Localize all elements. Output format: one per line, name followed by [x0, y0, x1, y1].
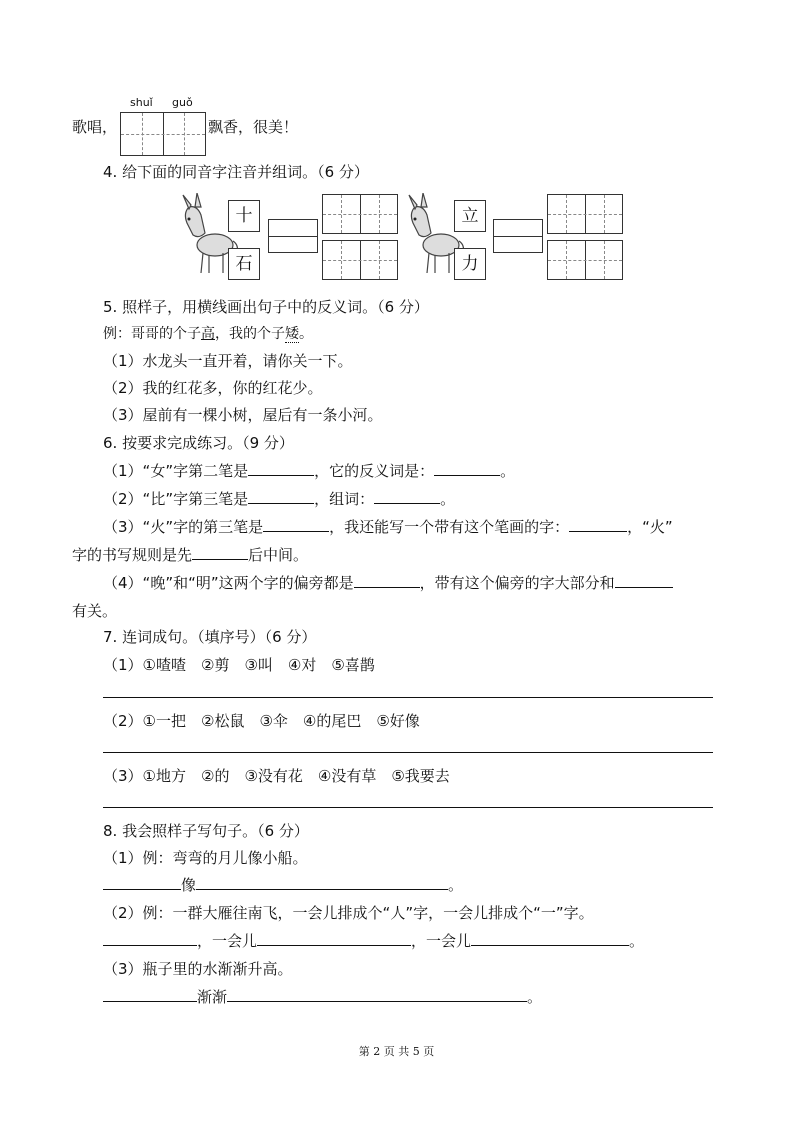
q8-example3: （3）瓶子里的水渐渐升高。	[103, 960, 293, 978]
char-box-li-force: 力	[454, 248, 486, 280]
q6-line6: 有关。	[72, 602, 118, 620]
q8-write2: ，一会儿 ，一会儿 。	[103, 931, 644, 951]
q8-example2: （2）例：一群大雁往南飞，一会儿排成个“人”字，一会儿排成个“一”字。	[103, 904, 594, 922]
answer-blank[interactable]	[248, 489, 314, 504]
antonym-gao: 高	[201, 326, 215, 342]
q6-line4: 字的书写规则是先 后中间。	[72, 546, 309, 564]
answer-blank[interactable]	[227, 987, 527, 1002]
page-number: 第 2 页 共 5 页	[358, 1045, 435, 1058]
answer-blank[interactable]	[103, 931, 197, 946]
q6-title: 6. 按要求完成练习。（9 分）	[103, 434, 294, 452]
q7-title: 7. 连词成句。（填序号）（6 分）	[103, 628, 317, 646]
q5-example	[103, 324, 313, 344]
q8-example1: （1）例：弯弯的月儿像小船。	[103, 849, 308, 867]
answer-blank[interactable]	[471, 931, 629, 946]
q5-title: 5. 照样子，用横线画出句子中的反义词。（6 分）	[103, 298, 429, 316]
q7-item: （1）①喳喳 ②剪 ③叫 ④对 ⑤喜鹊	[103, 656, 375, 674]
char-box-li-stand: 立	[454, 200, 486, 232]
q5-example-mid: ，我的个子	[215, 326, 285, 342]
answer-blank[interactable]	[569, 517, 627, 532]
q5-example-pre: 例：哥哥的个子	[103, 326, 201, 342]
q8-title: 8. 我会照样子写句子。（6 分）	[103, 822, 309, 840]
answer-blank[interactable]	[192, 545, 248, 560]
q5-item: （3）屋前有一棵小树，屋后有一条小河。	[103, 406, 383, 424]
word-grid-1a[interactable]	[322, 194, 398, 234]
answer-line[interactable]	[103, 807, 713, 808]
q6-line1: （1）“女”字第二笔是 ，它的反义词是： 。	[103, 462, 516, 480]
q3-after: 飘香，很美！	[208, 118, 299, 136]
q5-example-end: 。	[299, 326, 313, 342]
answer-blank[interactable]	[354, 573, 420, 588]
pinyin-answer-box-1[interactable]	[268, 219, 318, 253]
word-grid-1b[interactable]	[322, 240, 398, 280]
word-grid-2a[interactable]	[547, 194, 623, 234]
answer-blank[interactable]	[374, 489, 440, 504]
q7-item: （2）①一把 ②松鼠 ③伞 ④的尾巴 ⑤好像	[103, 712, 420, 730]
char-box-shi-stone: 石	[228, 248, 260, 280]
q8-write3: 渐渐 。	[103, 987, 542, 1007]
char-box-shi-ten: 十	[228, 200, 260, 232]
q5-item: （1）水龙头一直开着，请你关一下。	[103, 352, 353, 370]
q8-write1: 像 。	[103, 875, 463, 895]
answer-blank[interactable]	[103, 987, 197, 1002]
answer-blank[interactable]	[248, 461, 314, 476]
answer-blank[interactable]	[263, 517, 329, 532]
answer-blank[interactable]	[196, 875, 448, 890]
q7-item: （3）①地方 ②的 ③没有花 ④没有草 ⑤我要去	[103, 767, 450, 785]
q6-line5: （4）“晚”和“明”这两个字的偏旁都是 ，带有这个偏旁的字大部分和	[103, 573, 673, 593]
antonym-ai: 矮	[285, 326, 299, 342]
writing-grid-shuiguo[interactable]	[120, 112, 206, 156]
q6-line2: （2）“比”字第三笔是 ，组词： 。	[103, 490, 456, 508]
answer-line[interactable]	[103, 697, 713, 698]
answer-blank[interactable]	[615, 573, 673, 588]
pinyin-answer-box-2[interactable]	[493, 219, 543, 253]
q6-line3: （3）“火”字的第三笔是 ，我还能写一个带有这个笔画的字： ，“火”	[103, 518, 673, 536]
q3-before: 歌唱，	[72, 118, 118, 136]
answer-blank[interactable]	[103, 875, 181, 890]
answer-blank[interactable]	[434, 461, 500, 476]
answer-blank[interactable]	[257, 931, 411, 946]
pinyin-guo: guǒ	[172, 96, 193, 109]
pinyin-shui: shuǐ	[130, 96, 153, 109]
word-grid-2b[interactable]	[547, 240, 623, 280]
q5-item: （2）我的红花多，你的红花少。	[103, 379, 323, 397]
q4-title: 4. 给下面的同音字注音并组词。（6 分）	[103, 163, 369, 181]
answer-line[interactable]	[103, 752, 713, 753]
